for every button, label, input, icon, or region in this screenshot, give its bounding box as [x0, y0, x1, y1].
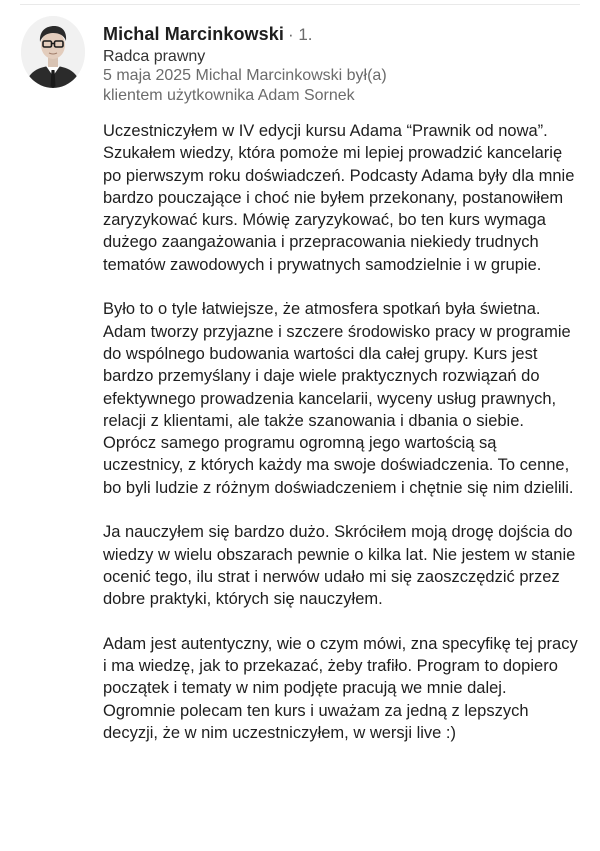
author-name-link[interactable]: Michal Marcinkowski — [103, 24, 284, 44]
review-paragraph: Uczestniczyłem w IV edycji kursu Adama “Prawnik od nowa”. Szukałem wiedzy, która pomoże mi lepiej prowadzić kancelarię po pierwszym roku doświadczeń. Podcasty Adama były dla mnie bardzo pouczające i choć nie byłem przekonany, postanowiłem zaryzykować kurs. Mówię zaryzykować, bo ten kurs wymaga dużego zaangażowania i przepracowania niekiedy trudnych tematów zawodowych i prywatnych samodzielnie i w grupie. — [103, 122, 575, 274]
top-divider — [20, 4, 580, 5]
author-header — [103, 24, 583, 106]
recommendation-meta-date: 5 maja 2025 Michal Marcinkowski był(a) — [103, 67, 387, 84]
review-paragraph: Było to o tyle łatwiejsze, że atmosfera spotkań była świetna. Adam tworzy przyjazne i szczere środowisko pracy w programie do wspólnego budowania wartości dla całej grupy. Kurs jest bardzo przemyślany i daje wiele praktycznych rozwiązań do efektywnego prowadzenia kancelarii, wyceny usług prawnych, relacji z klientami, ale także szanowania i dbania o siebie. Oprócz samego programu ogromną jego wartością są uczestnicy, z których każdy ma swoje doświadczenia. To cenne, bo byli ludzie z różnym doświadczeniem i chętnie się nim dzielili. — [103, 300, 574, 497]
person-portrait-icon — [21, 16, 85, 88]
recommendation-meta-relationship: klientem użytkownika Adam Sornek — [103, 87, 355, 104]
review-paragraph: Adam jest autentyczny, wie o czym mówi, zna specyfikę tej pracy i ma wiedzę, jak to przekazać, żeby trafiło. Program to dopiero początek i tematy w nim podjęte pracują we mnie dalej. Ogromnie polecam ten kurs i uważam za jedną z lepszych decyzji, że w nim uczestniczyłem, w wersji live :) — [103, 634, 578, 743]
review-paragraph: Ja nauczyłem się bardzo dużo. Skróciłem moją drogę dojścia do wiedzy w wielu obszarach pewnie o kilka lat. Nie jestem w stanie ocenić tego, ilu strat i nerwów udało mi się zaoszczędzić przez dobre praktyki, których się nauczyłem. — [103, 523, 576, 609]
author-headline: Radca prawny — [103, 48, 206, 65]
author-name-row — [103, 24, 583, 45]
connection-degree: · 1. — [287, 25, 313, 44]
author-avatar[interactable] — [21, 16, 85, 88]
recommendation-text — [103, 120, 581, 744]
